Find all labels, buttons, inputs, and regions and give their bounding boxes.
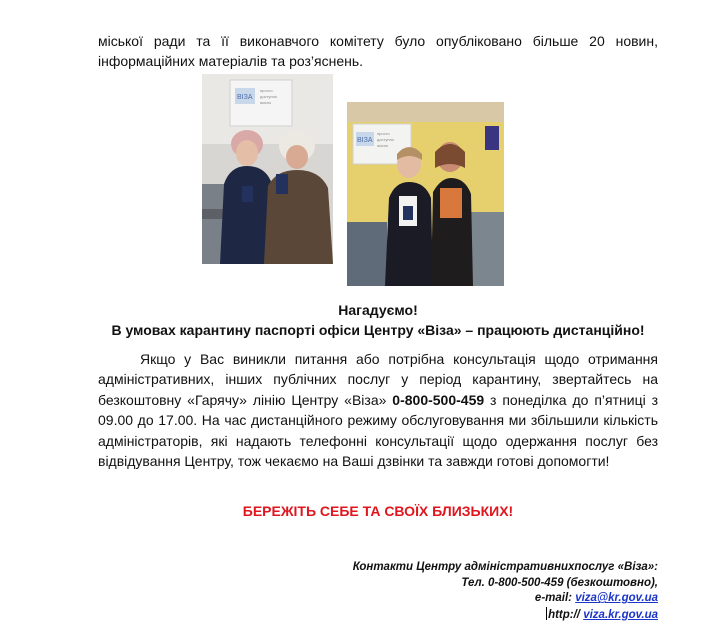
sign-text-2-2: доступно <box>377 137 395 142</box>
hotline-phone: 0-800-500-459 <box>392 391 485 408</box>
web-label: http:// <box>548 608 584 621</box>
sign-logo-2: ВІЗА <box>357 137 373 144</box>
sign-logo: ВІЗА <box>237 94 253 101</box>
sign-text-2-1: просто <box>377 131 390 136</box>
contacts-phone: Тел. 0-800-500-459 (безкоштовно), <box>461 576 658 589</box>
sign-text-1: просто <box>260 88 273 93</box>
reminder-heading <box>98 300 658 340</box>
intro-line-2: інформаційних матеріалів та роз’яснень. <box>98 53 364 69</box>
sign-text-3: якісно <box>260 100 272 105</box>
text-cursor <box>546 607 547 620</box>
reminder-line-2: В умовах карантину паспорті офіси Центру «Віза» – працюють дистанційно! <box>111 322 645 338</box>
slogan: БЕРЕЖІТЬ СЕБЕ ТА СВОЇХ БЛИЗЬКИХ! <box>242 503 514 519</box>
hotline-text-part-2: з понеділка до п’ятниці з 09.00 до 17.00. На час дистанційного режиму обслуговування ми збільшили кількість адміністраторів, які надають телефонні консультації щодо одержання послуг без відвідування Центру, тож чекаємо на Ваші дзвінки та завжди готові допомогти! <box>98 391 658 470</box>
contacts-email-line <box>238 591 658 607</box>
sign-text-2-3: якісно <box>377 143 389 148</box>
email-link[interactable]: viza@kr.gov.ua <box>575 592 658 604</box>
photo-boy-and-woman-with-passport <box>347 102 504 286</box>
contacts-web-line <box>238 607 658 624</box>
hotline-paragraph <box>98 349 658 471</box>
contacts-title: Контакти Центру адміністративнихпослуг «Віза»: <box>352 561 658 573</box>
sign-text-2: доступно <box>260 94 278 99</box>
email-label: e-mail: <box>534 592 576 604</box>
photo-two-women-with-passports <box>202 74 333 264</box>
web-link[interactable]: viza.kr.gov.ua <box>583 608 658 621</box>
reminder-line-1: Нагадуємо! <box>338 302 418 318</box>
intro-line-1: міської ради та її виконавчого комітету було опубліковано більше 20 новин, <box>98 33 658 49</box>
intro-paragraph <box>98 31 658 71</box>
contacts-block <box>238 560 658 623</box>
hotline-text-part-1: Якщо у Вас виникли питання або потрібна консультація щодо отримання адміністративних, інших публічних послуг у період карантину, звертайтесь на безкоштовну «Гарячу» лінію Центру «Віза» <box>98 351 658 408</box>
